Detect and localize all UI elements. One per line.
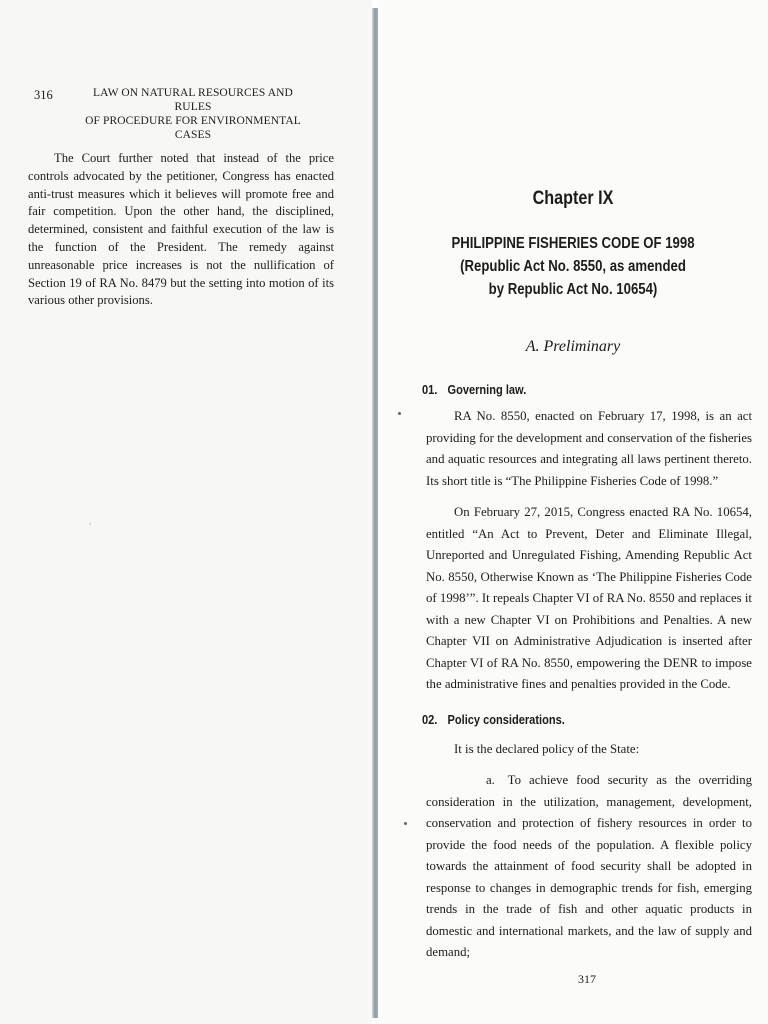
law-title-line-1: PHILIPPINE FISHERIES CODE OF 1998 xyxy=(451,235,695,252)
left-page xyxy=(0,0,372,1024)
policy-item-a xyxy=(426,770,752,964)
paragraph-ra-8550: RA No. 8550, enacted on February 17, 1998, is an act providing for the development and conservation of the fisheries and aquatic resources and integrating all laws pertinent thereto. Its short title is “The Philippine Fisheries Code of 1998.” xyxy=(426,409,752,488)
paragraph-ra-10654: On February 27, 2015, Congress enacted RA No. 10654, entitled “An Act to Prevent, Deter and Eliminate Illegal, Unreported and Unregulated Fishing, Amending Republic Act No. 8550, Otherwise Known as ‘The Philippine Fisheries Code of 1998’”. It repeals Chapter VI of RA No. 8550 and replaces it with a new Chapter VI on Prohibitions and Penalties. A new Chapter VII on Administrative Adjudication is inserted after Chapter VI of RA No. 8550, empowering the DENR to impose the administrative fines and penalties provided in the Code. xyxy=(426,505,752,691)
left-page-number: 316 xyxy=(34,88,53,102)
margin-dot xyxy=(404,822,407,825)
law-title-line-2: (Republic Act No. 8550, as amended xyxy=(460,258,686,275)
left-paragraph-block xyxy=(28,150,334,310)
right-page xyxy=(378,0,768,1024)
heading-policy-considerations xyxy=(422,712,565,727)
paragraph-ra-10654-block xyxy=(426,502,752,696)
right-page-number: 317 xyxy=(578,972,596,986)
paragraph-governing-law xyxy=(426,406,752,492)
heading-governing-law xyxy=(422,382,526,397)
policy-item-a-text: a. To achieve food security as the overriding consideration in the utilization, management, development, conservation and protection of fishery resources in order to provide the food needs of the population. A flexible policy towards the attainment of food security shall be adopted in response to changes in demographic trends for fish, emerging trends in the trade of fish and other aquatic products in domestic and international markets, and the law of supply and demand; xyxy=(426,773,752,959)
running-header-line-1: LAW ON NATURAL RESOURCES AND RULES xyxy=(93,87,293,113)
running-header xyxy=(78,86,308,142)
left-paragraph: The Court further noted that instead of the price controls advocated by the petitioner, Congress has enacted anti-trust measures which it believes will promote free and fair competition. Upon the other hand, the disciplined, determined, consistent and faithful execution of the law is the function of the President. The remedy against unreasonable price increases is not the nullification of Section 19 of RA No. 8479 but the setting into motion of its various other provisions. xyxy=(28,151,334,308)
heading-label: Policy considerations. xyxy=(447,712,565,727)
heading-number: 02. xyxy=(422,712,438,727)
section-title: A. Preliminary xyxy=(525,338,621,355)
heading-number: 01. xyxy=(422,382,438,397)
running-header-line-2: OF PROCEDURE FOR ENVIRONMENTAL CASES xyxy=(85,115,301,141)
policy-intro: It is the declared policy of the State: xyxy=(454,742,640,756)
margin-dot xyxy=(398,412,401,415)
chapter-title: Chapter IX xyxy=(532,188,614,209)
law-title xyxy=(407,232,739,301)
law-title-line-3: by Republic Act No. 10654) xyxy=(488,281,658,298)
stray-mark: ʾ xyxy=(88,520,92,534)
heading-label: Governing law. xyxy=(447,382,527,397)
